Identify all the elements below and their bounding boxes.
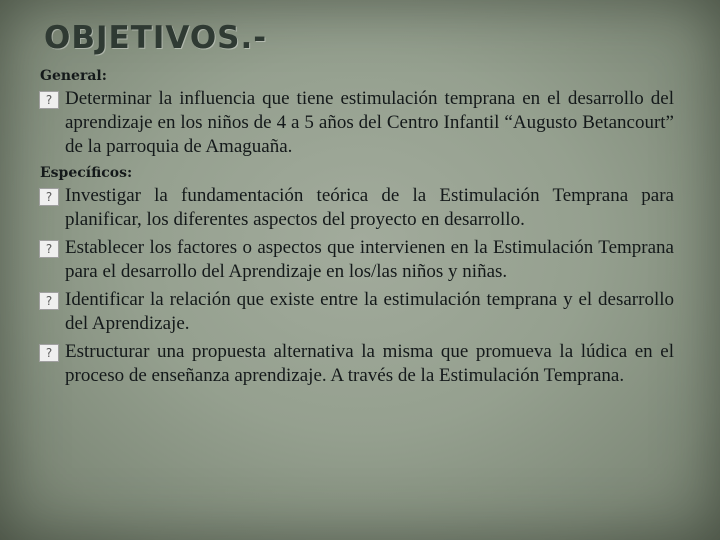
general-objective-item	[38, 87, 674, 159]
missing-glyph-icon: ?	[39, 240, 59, 258]
missing-glyph-icon: ?	[39, 344, 59, 362]
general-objective-text: Determinar la influencia que tiene estimulación temprana en el desarrollo del aprendizaje en los niños de 4 a 5 años del Centro Infantil “Augusto Betancourt” de la parroquia de Amaguaña.	[65, 88, 674, 157]
specific-objective-text: Identificar la relación que existe entre la estimulación temprana y el desarrollo del Aprendizaje.	[65, 289, 674, 334]
page-title: OBJETIVOS.-	[44, 20, 268, 56]
specific-objective-text: Establecer los factores o aspectos que intervienen en la Estimulación Temprana para el desarrollo del Aprendizaje en los/las niños y niñas.	[65, 237, 674, 282]
specific-objective-item	[38, 184, 674, 232]
general-heading: General:	[40, 68, 107, 84]
specific-objective-item	[38, 236, 674, 284]
specific-heading: Específicos:	[40, 165, 133, 181]
missing-glyph-icon: ?	[39, 188, 59, 206]
missing-glyph-icon: ?	[39, 292, 59, 310]
specific-objective-item	[38, 288, 674, 336]
specific-objective-item	[38, 340, 674, 388]
specific-objective-text: Investigar la fundamentación teórica de la Estimulación Temprana para planificar, los diferentes aspectos del proyecto en desarrollo.	[65, 185, 674, 230]
missing-glyph-icon: ?	[39, 91, 59, 109]
objectives-content	[38, 64, 674, 392]
specific-objective-text: Estructurar una propuesta alternativa la misma que promueva la lúdica en el proceso de enseñanza aprendizaje. A través de la Estimulación Temprana.	[65, 341, 674, 386]
